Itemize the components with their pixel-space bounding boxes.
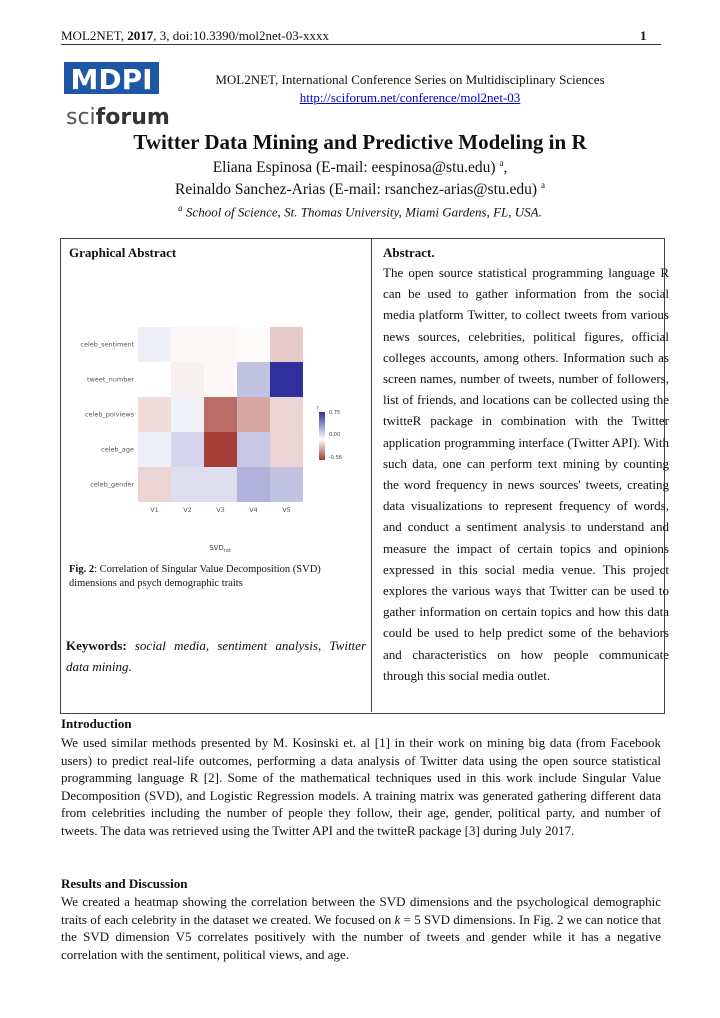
heatmap-cell-celeb_gender-V4	[237, 467, 270, 502]
logo-mdpi-text: MDPI	[70, 63, 153, 96]
heatmap-cell-celeb_polviews-V5	[270, 397, 303, 432]
heatmap-cell-celeb_gender-V1	[138, 467, 171, 502]
heatmap-cell-tweet_number-V2	[171, 362, 204, 397]
heatmap-cell-celeb_gender-V3	[204, 467, 237, 502]
heatmap-x-label-V2: V2	[183, 506, 192, 514]
header-rule	[61, 44, 661, 45]
heatmap-color-legend	[319, 412, 325, 460]
heatmap-y-label-celeb_polviews: celeb_polviews	[84, 410, 134, 419]
heatmap-cell-tweet_number-V1	[138, 362, 171, 397]
introduction-heading: Introduction	[61, 716, 132, 731]
keywords	[66, 635, 366, 677]
heatmap-x-label-V1: V1	[150, 506, 159, 514]
heatmap-cell-celeb_age-V2	[171, 432, 204, 467]
heatmap-x-axis-title: $SVD_{rot}$	[209, 544, 231, 554]
figure-caption-text: : Correlation of Singular Value Decomposition (SVD) dimensions and psych demographic traits	[69, 564, 321, 589]
heatmap-cell-celeb_sentiment-V1	[138, 327, 171, 362]
abstract-box-divider	[371, 238, 372, 712]
figure-caption	[69, 563, 359, 591]
heatmap-cell-celeb_sentiment-V5	[270, 327, 303, 362]
heatmap-y-label-tweet_number: tweet_number	[86, 375, 134, 384]
heatmap-y-label-celeb_gender: celeb_gender	[90, 480, 134, 489]
heatmap-cell-celeb_sentiment-V4	[237, 327, 270, 362]
heatmap-cell-tweet_number-V5	[270, 362, 303, 397]
conference-name: MOL2NET, International Conference Series on Multidisciplinary Sciences	[215, 72, 605, 87]
heatmap-cell-tweet_number-V3	[204, 362, 237, 397]
heatmap-legend-tick: -0.56	[329, 455, 342, 461]
heatmap-cell-tweet_number-V4	[237, 362, 270, 397]
heatmap-cell-celeb_polviews-V2	[171, 397, 204, 432]
heatmap-y-label-celeb_sentiment: celeb_sentiment	[80, 340, 134, 349]
keywords-text: social media, sentiment analysis, Twitter data mining.	[66, 638, 366, 674]
heatmap-cell-celeb_age-V4	[237, 432, 270, 467]
heatmap-x-label-V4: V4	[249, 506, 258, 514]
heatmap-cell-celeb_gender-V5	[270, 467, 303, 502]
affiliation: $^a$ School of Science, St. Thomas University, Miami Gardens, FL, USA.	[178, 203, 542, 220]
author-2: Reinaldo Sanchez-Arias (E-mail: rsanchez-arias@stu.edu) $^a$	[175, 180, 545, 199]
author-1: Eliana Espinosa (E-mail: eespinosa@stu.edu) $^a$,	[212, 158, 508, 177]
running-head-journal: MOL2NET,	[61, 28, 128, 43]
paper-title: Twitter Data Mining and Predictive Modeling in R	[133, 130, 587, 154]
heatmap-cell-celeb_sentiment-V2	[171, 327, 204, 362]
graphical-abstract-heading: Graphical Abstract	[69, 245, 177, 260]
heatmap-cell-celeb_age-V1	[138, 432, 171, 467]
correlation-heatmap	[60, 310, 365, 560]
figure-caption-label: Fig. 2	[69, 564, 95, 575]
heatmap-legend-marker: r	[317, 405, 320, 411]
running-head-doi: , 3, doi:10.3390/mol2net-03-xxxx	[153, 28, 330, 43]
heatmap-cell-celeb_polviews-V4	[237, 397, 270, 432]
heatmap-cell-celeb_polviews-V3	[204, 397, 237, 432]
abstract-heading: Abstract.	[383, 245, 435, 260]
heatmap-x-label-V5: V5	[282, 506, 291, 514]
mdpi-sciforum-logo	[64, 62, 170, 132]
page-number: 1	[640, 28, 647, 43]
conference-link[interactable]: http://sciforum.net/conference/mol2net-03	[299, 90, 521, 105]
introduction-text: We used similar methods presented by M. Kosinski et. al [1] in their work on mining big data (from Facebook users) to predict real-life outcomes, performing a data analysis of Twitter data using the open source statistical programming language R [2]. Some of the mathematical techniques used in this work include Singular Value Decomposition (SVD), and Logistic Regression models. A training matrix was generated gathering different data from celebrities including the number of people they follow, their age, gender, political party, and number of tweets. The data was retrieved using the Twitter API and the twitteR package [3] during July 2017.	[61, 735, 661, 838]
heatmap-x-label-V3: V3	[216, 506, 225, 514]
running-head-year: 2017	[127, 28, 154, 43]
logo-sciforum-text: sciforum	[66, 105, 170, 130]
keywords-label: Keywords:	[66, 638, 127, 653]
results-text: We created a heatmap showing the correlation between the SVD dimensions and the psychological demographic traits of each celebrity in the dataset we created. We focused on k = 5 SVD dimensions. In Fig. 2 we can notice that the SVD dimension V5 correlates positively with the number of tweets and gender while it has a negative correlation with the sentiment, political views, and age.	[61, 894, 661, 962]
heatmap-cell-celeb_gender-V2	[171, 467, 204, 502]
heatmap-cell-celeb_age-V5	[270, 432, 303, 467]
heatmap-cell-celeb_age-V3	[204, 432, 237, 467]
heatmap-legend-tick: 0.00	[329, 432, 341, 438]
heatmap-legend-tick: 0.75	[329, 410, 341, 416]
results-heading: Results and Discussion	[61, 876, 188, 891]
heatmap-cell-celeb_polviews-V1	[138, 397, 171, 432]
running-head	[61, 28, 329, 44]
heatmap-y-label-celeb_age: celeb_age	[101, 445, 134, 454]
heatmap-cell-celeb_sentiment-V3	[204, 327, 237, 362]
abstract-text: The open source statistical programming language R can be used to gather information from the social media platform Twitter, to collect tweets from various news sources, celebrities, political figures, official colleges accounts, among others. Information such as screen names, number of tweets, number of followers, list of friends, and locations can be collected using the twitteR package in combination with the Twitter application programming interface (Twitter API). With such data, one can perform text mining by counting the word frequency in news sources' tweets, creating data visualizations to represent frequency of words, and conduct a sentiment analysis to understand and measure the impact of certain topics and opinions expressed in this social media venue. This project explores the various ways that Twitter can be used to gather information on certain topics and how this data could be used to help predict some of the behaviors and characteristics on how people communicate through this social media outlet.	[383, 265, 669, 683]
